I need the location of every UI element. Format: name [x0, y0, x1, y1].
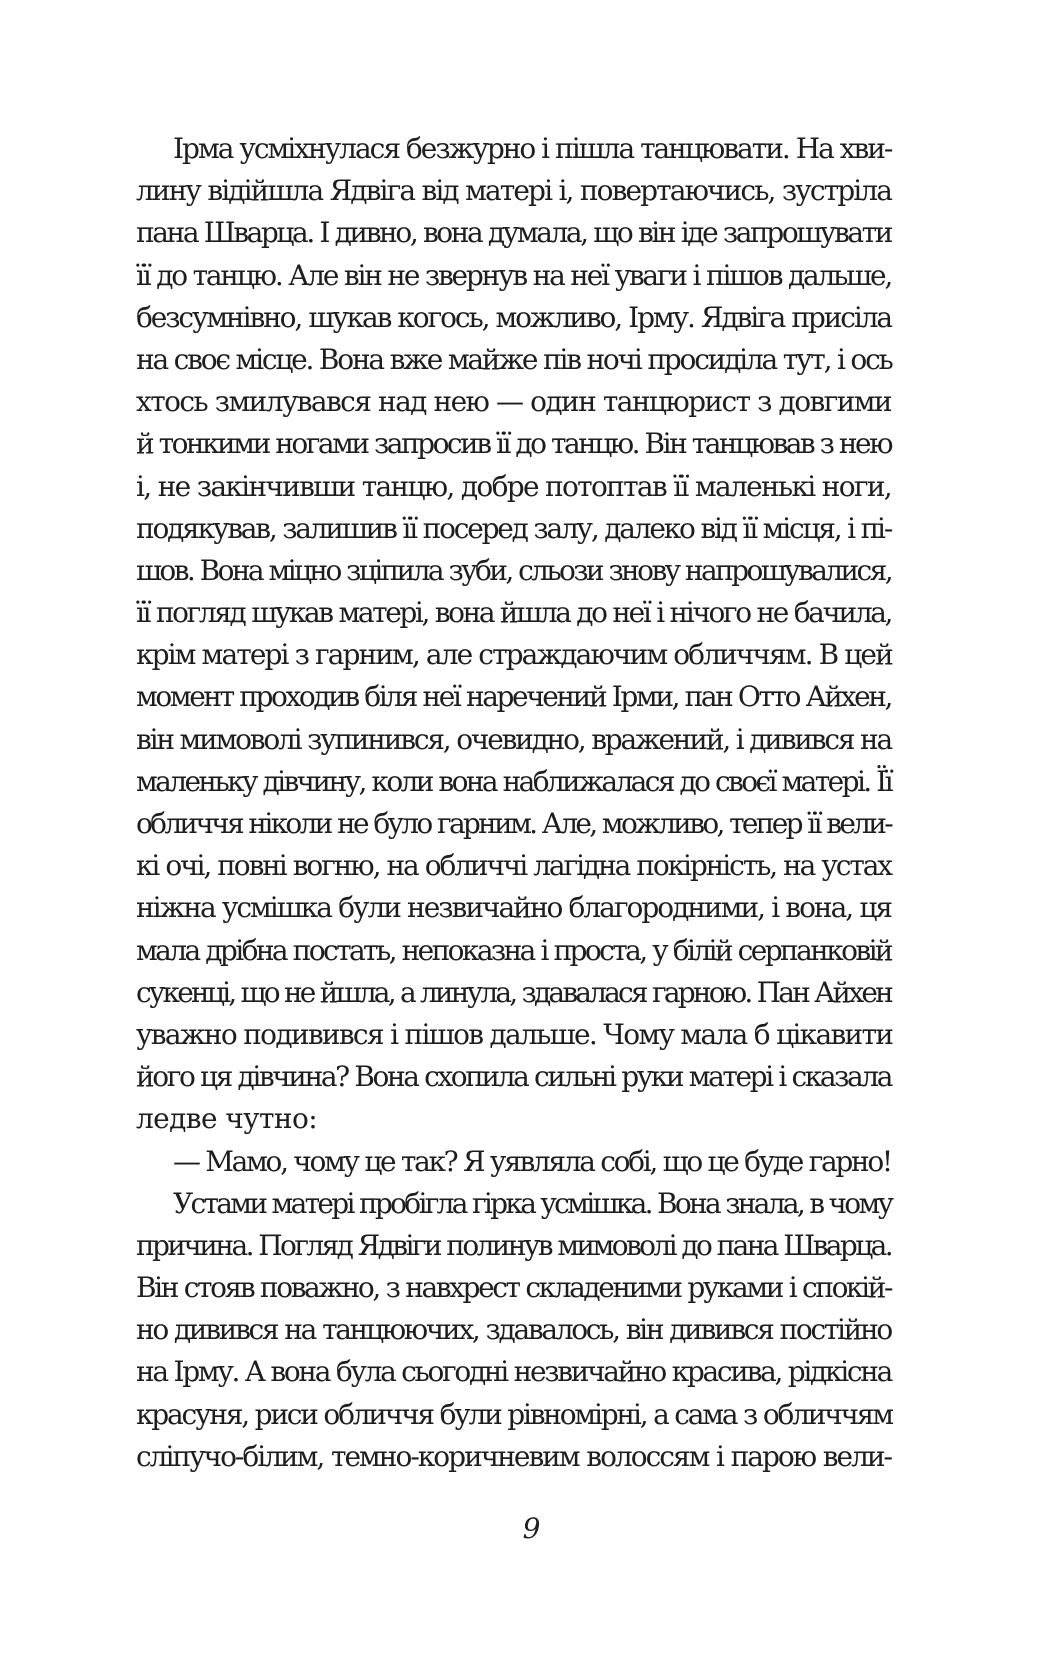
- text-line: й тонкими ногами запросив її до танцю. Він танцював з нею: [136, 427, 891, 461]
- text-line: уважно подивився і пішов дальше. Чому мала б цікавити: [136, 1017, 893, 1051]
- page-number: 9: [522, 1512, 541, 1545]
- text-line: мала дрібна постать, непоказна і проста, у білій серпанковій: [136, 933, 891, 967]
- text-line: лину відійшла Ядвіга від матері і, повертаючись, зустріла: [136, 174, 891, 208]
- text-line: подякував, залишив її посеред залу, далеко від її місця, і пі-: [136, 511, 892, 545]
- text-line: Він стояв поважно, з навхрест складеними руками і спокій-: [136, 1271, 891, 1305]
- text-line: він мимоволі зупинився, очевидно, вражений, і дивився на: [136, 722, 891, 756]
- text-line: сукенці, що не йшла, а линула, здавалася гарною. Пан Айхен: [136, 975, 891, 1009]
- text-line: шов. Вона міцно зціпила зуби, сльози знову напрошувалися,: [136, 553, 891, 587]
- text-line: причина. Погляд Ядвіги полинув мимоволі до пана Шварца.: [136, 1228, 891, 1262]
- text-line: її до танцю. Але він не звернув на неї уваги і пішов дальше,: [136, 258, 892, 292]
- text-line: красуня, риси обличчя були рівномірні, а сама з обличчям: [136, 1397, 892, 1431]
- text-line: Устами матері пробігла гірка усмішка. Вона знала, в чому: [173, 1186, 892, 1220]
- text-line: хтось змилувався над нею — один танцюрист з довгими: [136, 385, 891, 419]
- text-line: — Мамо, чому це так? Я уявляла собі, що це буде гарно!: [173, 1144, 891, 1178]
- text-line: її погляд шукав матері, вона йшла до неї і нічого не бачила,: [136, 596, 891, 630]
- text-line: ледве чутно:: [136, 1102, 318, 1136]
- text-line: пана Шварца. І дивно, вона думала, що він іде запрошувати: [136, 216, 891, 250]
- text-line: і, не закінчивши танцю, добре потоптав її маленькі ноги,: [136, 469, 891, 503]
- text-line: на своє місце. Вона вже майже пів ночі просиділа тут, і ось: [136, 342, 892, 376]
- text-line: крім матері з гарним, але страждаючим обличчям. В цей: [136, 638, 892, 672]
- text-line: безсумнівно, шукав когось, можливо, Ірму. Ядвіга присіла: [136, 300, 891, 334]
- text-line: момент проходив біля неї наречений Ірми, пан Отто Айхен,: [136, 680, 891, 714]
- body-text: [136, 128, 891, 1478]
- text-line: кі очі, повні вогню, на обличчі лагідна покірність, на устах: [136, 849, 891, 883]
- text-line: обличчя ніколи не було гарним. Але, можливо, тепер її вели-: [136, 807, 891, 840]
- text-line: маленьку дівчину, коли вона наближалася до своєї матері. Її: [136, 764, 891, 798]
- text-line: сліпучо-білим, темно-коричневим волоссям і парою вели-: [136, 1439, 891, 1473]
- text-line: но дивився на танцюючих, здавалось, він дивився постійно: [136, 1313, 891, 1347]
- text-line: його ця дівчина? Вона схопила сильні руки матері і сказала: [136, 1060, 891, 1094]
- text-line: ніжна усмішка були незвичайно благородними, і вона, ця: [136, 891, 891, 925]
- text-line: на Ірму. А вона була сьогодні незвичайно красива, рідкісна: [136, 1355, 891, 1389]
- text-line: Ірма усміхнулася безжурно і пішла танцювати. На хви-: [173, 132, 892, 165]
